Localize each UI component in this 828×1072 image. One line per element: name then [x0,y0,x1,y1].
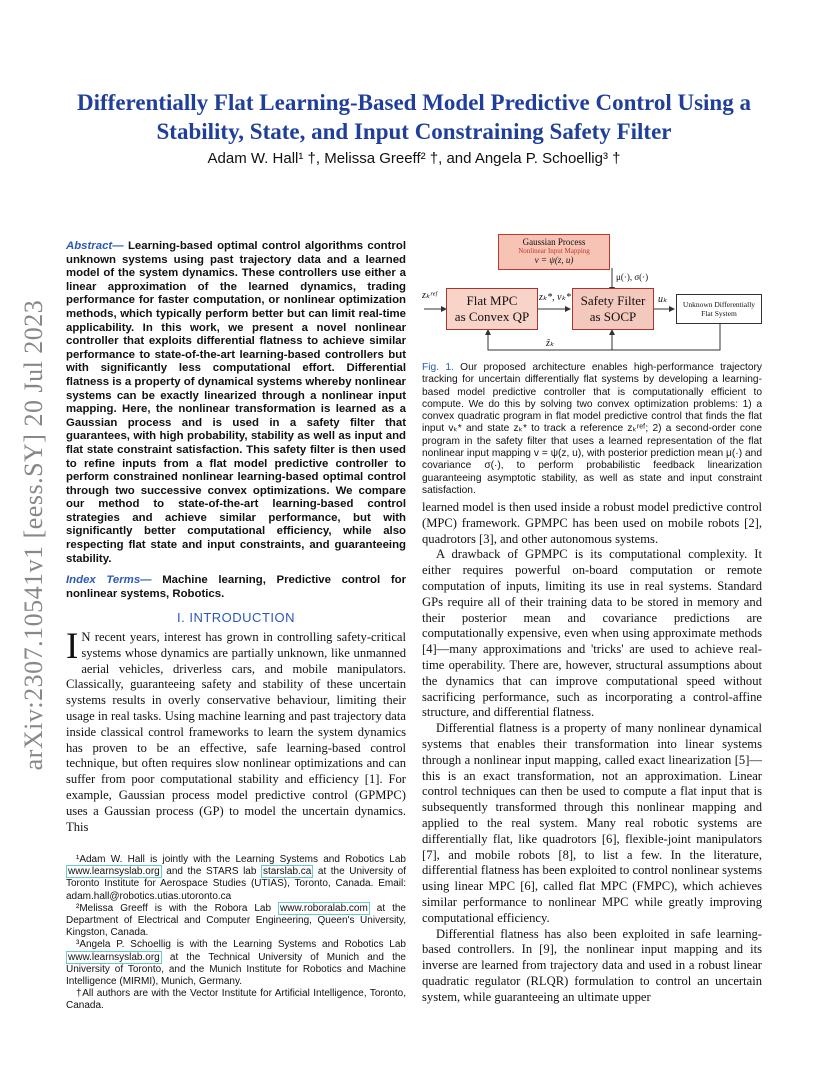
figure-1 [420,232,764,356]
drop-cap: I [66,626,79,667]
index-terms-label: Index Terms— [66,574,152,586]
index-terms [66,574,406,601]
abstract-label: Abstract— [66,240,124,252]
z-ref-label: zₖʳᵉᶠ [422,290,437,301]
paragraph: learned model is then used inside a robust model predictive control (MPC) framework. GPMPC has been used on mobile robots [2], quadrotors [3], and other autonomous systems. [422,500,762,546]
footnote-2: ²Melissa Greeff is with the Robora Lab www.roboralab.com at the Department of Electrical and Computer Engineering, Queen's University, Kingston, Canada. [66,902,406,939]
gp-equation: v = ψ(z, u) [534,255,574,265]
unknown-system-block [676,294,762,324]
footnotes [66,854,406,1013]
flat-mpc-line2: as Convex QP [454,309,530,324]
gp-title: Gaussian Process [522,237,586,247]
arxiv-stamp-text: arXiv:2307.10541v1 [eess.SY] 20 Jul 2023 [19,299,48,771]
flat-mpc-block [446,288,538,330]
right-column [422,500,762,1006]
mu-sigma-label: μ(·), σ(·) [616,272,649,282]
safety-filter-line2: as SOCP [589,309,637,324]
index-terms-text: Machine learning, Predictive control for nonlinear systems, Robotics. [66,574,406,600]
arxiv-stamp [14,290,54,780]
paper-authors: Adam W. Hall¹ †, Melissa Greeff² †, and Angela P. Schoellig³ † [207,150,621,167]
zv-star-label: zₖ*, vₖ* [539,292,571,303]
system-line2: Flat System [701,309,737,318]
paragraph: Differential flatness is a property of many nonlinear dynamical systems that enables their transformation into linear systems through a nonlinear input mapping, called exact linearization [5]—this is an exact transformation, not an approximation. Linear control techniques can then be used to compute a flat input that is subsequently transformed through this nonlinear mapping and applied to the real system. Many real robotic systems are differentially flat, like quadrotors [6], flexible-joint manipulators [7], and mobile robots [8], to list a few. In the literature, differential flatness has been exploited to control nonlinear systems using linear MPC [6], called flat MPC (FMPC), which achieves similar performance to nonlinear MPC while greatly improving computational efficiency. [422,721,762,925]
system-line1: Unknown Differentially [682,300,756,309]
footnote-link[interactable]: www.learnsyslab.org [68,866,160,878]
abstract [66,240,406,566]
z-hat-label: ẑₖ [546,338,555,349]
u-k-label: uₖ [658,294,668,305]
footnote-link[interactable]: starslab.ca [262,866,312,878]
paragraph: Differential flatness has also been exploited in safe learning-based controllers. In [9], the nonlinear input mapping and its inverse are learned from trajectory data and used in a robust linear quadratic regulator (RLQR) formulation to control an uncertain system, while guaranteeing an ultimate upper [422,926,762,1004]
footnote-3: ³Angela P. Schoellig is with the Learning Systems and Robotics Lab www.learnsyslab.org at the Technical University of Munich and the University of Toronto, and the Munich Institute for Robotics and Machine Intelligence (MIRMI), Munich, Germany. [66,939,406,988]
flat-mpc-line1: Flat MPC [466,293,518,308]
safety-filter-line1: Safety Filter [580,293,646,308]
paragraph: A drawback of GPMPC is its computational complexity. It either requires powerful on-board computation or remote computation of inputs, limiting its use in real systems. Standard GPs require all of their training data to be stored in memory and their posterior mean and covariance predictions are computationally expensive, even when using approximate methods [4]—many approximations and 'tricks' are used to achieve real-time operability. There are, however, structural assumptions about the dynamics that can improve computational speed without sacrificing performance, such as incorporating a control-affine structure, and differential flatness. [422,547,762,720]
paper-title: Differentially Flat Learning-Based Model Predictive Control Using a Stability, State, and Input Constraining Safety Filter [77,90,751,144]
intro-text: N recent years, interest has grown in controlling safety-critical systems whose dynamics are partially unknown, like unmanned aerial vehicles, driverless cars, and mobile manipulators. Classically, guaranteeing safety and stability of these uncertain systems results in overly conservative behaviour, limiting their usage in real tasks. Using machine learning and past trajectory data inside classical control frameworks to learn the system dynamics has proven to be an effective, safe learning-based control technique, but often requires slow nonlinear optimizations and can suffer from poor computational stability and efficiency [1]. For example, Gaussian process model predictive control (GPMPC) uses a Gaussian process (GP) to model the uncertain dynamics. This [66,630,406,834]
abstract-text: Learning-based optimal control algorithms control unknown systems using past trajectory data and a learned model of the system dynamics. These controllers use either a linear approximation of the learned dynamics, trading performance for faster computation, or nonlinear optimization methods, which typically perform better but can limit real-time applicability. In this work, we present a novel nonlinear controller that exploits differential flatness to achieve similar performance to state-of-the-art learning-based controllers but with significantly less computational effort. Differential flatness is a property of dynamical systems whereby nonlinear systems can be exactly linearized through a nonlinear input mapping. Here, the nonlinear transformation is learned as a Gaussian process and is used in a safety filter that guarantees, with high probability, stability as well as input and flat state constraint satisfaction. This safety filter is then used to refine inputs from a flat model predictive controller to perform constrained nonlinear learning-based optimal control through two successive convex optimizations. We compare our method to state-of-the-art learning-based control strategies and achieve similar performance, but with significantly better computational efficiency, while also respecting flat state and input constraints, and guaranteeing stability. [66,240,406,565]
section-heading: I. INTRODUCTION [177,610,295,625]
caption-text: Our proposed architecture enables high-performance trajectory tracking for uncertain differentially flat systems by developing a learning-based model predictive controller that is computationally efficient to compute. We do this by solving two convex optimization problems: 1) a convex quadratic program in flat model predictive control that finds the flat input vₖ* and state zₖ* to track a reference zₖʳᵉᶠ; 2) a second-order cone program in the safety filter that uses a learned representation of the flat nonlinear input mapping v = ψ(z, u), with posterior prediction mean μ(·) and covariance σ(·), to perform probabilistic feedback linearization guaranteeing asymptotic stability, as well as state and input constraint satisfaction. [422,362,762,496]
intro-paragraph [66,626,406,835]
safety-filter-block [572,288,654,330]
footnote-4: †All authors are with the Vector Institute for Artificial Intelligence, Toronto, Canada. [66,988,406,1012]
gp-subtitle: Nonlinear Input Mapping [518,247,590,255]
footnote-link[interactable]: www.roboralab.com [280,902,368,914]
footnote-1: ¹Adam W. Hall is jointly with the Learning Systems and Robotics Lab www.learnsyslab.org and the STARS lab starslab.ca at the University of Toronto Institute for Aerospace Studies (UTIAS), Toronto, Canada. Email: adam.hall@robotics.utias.utoronto.ca [66,854,407,902]
footnote-link[interactable]: www.learnsyslab.org [68,951,160,963]
figure-caption [422,362,762,497]
caption-label: Fig. 1. [422,362,454,373]
gp-block [498,234,610,270]
